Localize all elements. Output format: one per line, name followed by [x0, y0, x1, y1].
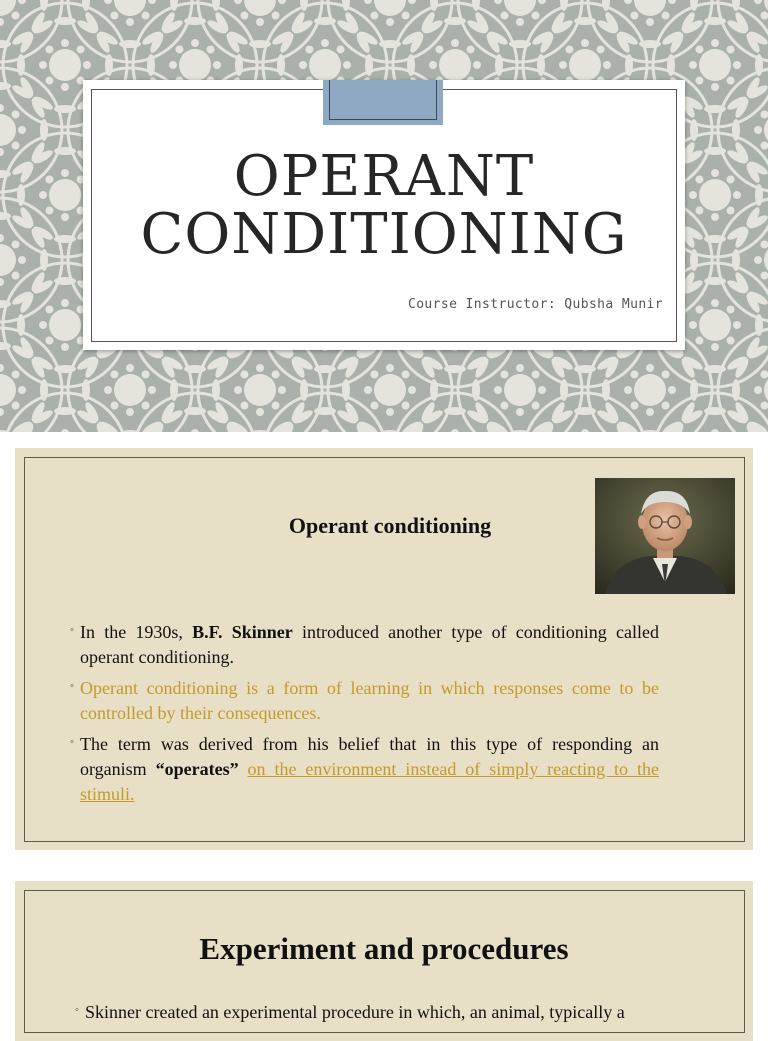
main-title-line-1: OPERANT — [233, 144, 535, 209]
title-slide — [0, 0, 768, 432]
slide-operant-conditioning — [15, 448, 753, 850]
bullet-circle-icon: ◦ — [70, 736, 74, 748]
pattern-motif — [0, 0, 62, 62]
bullet-circle-icon: ◦ — [75, 1004, 79, 1016]
bullet-item-3: ◦ The term was derived from his belief that in this type of responding an organism “operates” on the environment instead of simply reacting to the stimuli. — [70, 732, 659, 807]
skinner-portrait-image — [595, 478, 735, 594]
pattern-motif — [718, 198, 768, 322]
operates-term: “operates” — [155, 759, 239, 779]
main-title-line-2: CONDITIONING — [140, 202, 628, 267]
slide-title: Operant conditioning — [288, 513, 492, 538]
bullet-list — [70, 620, 659, 813]
bullet-circle-icon: ◦ — [70, 624, 74, 636]
title-tab-border — [329, 80, 437, 120]
slide-frame — [24, 457, 745, 842]
environment-link[interactable]: on the environment instead of simply reacting to the stimuli. — [80, 759, 659, 804]
slide-experiment-procedures — [15, 881, 753, 1041]
bullet-item-1: ◦ Skinner created an experimental procedure in which, an animal, typically a — [75, 1000, 705, 1025]
bullet-item-2: ◦ Operant conditioning is a form of learning in which responses come to be controlled by their consequences. — [70, 676, 659, 726]
title-card — [83, 80, 685, 350]
slide-title: Experiment and procedures — [199, 931, 569, 966]
course-instructor-subtitle: Course Instructor: Qubsha Munir — [407, 297, 663, 312]
portrait-photo-icon — [595, 478, 735, 594]
bullet-circle-icon: ◦ — [70, 680, 74, 692]
skinner-name: B.F. Skinner — [192, 622, 293, 642]
title-tab-accent — [323, 80, 443, 125]
pattern-motif — [0, 328, 62, 432]
main-title — [83, 144, 685, 267]
pattern-motif — [718, 68, 768, 192]
bullet-item-1: ◦ In the 1930s, B.F. Skinner introduced another type of conditioning called operant conditioning. — [70, 620, 659, 670]
